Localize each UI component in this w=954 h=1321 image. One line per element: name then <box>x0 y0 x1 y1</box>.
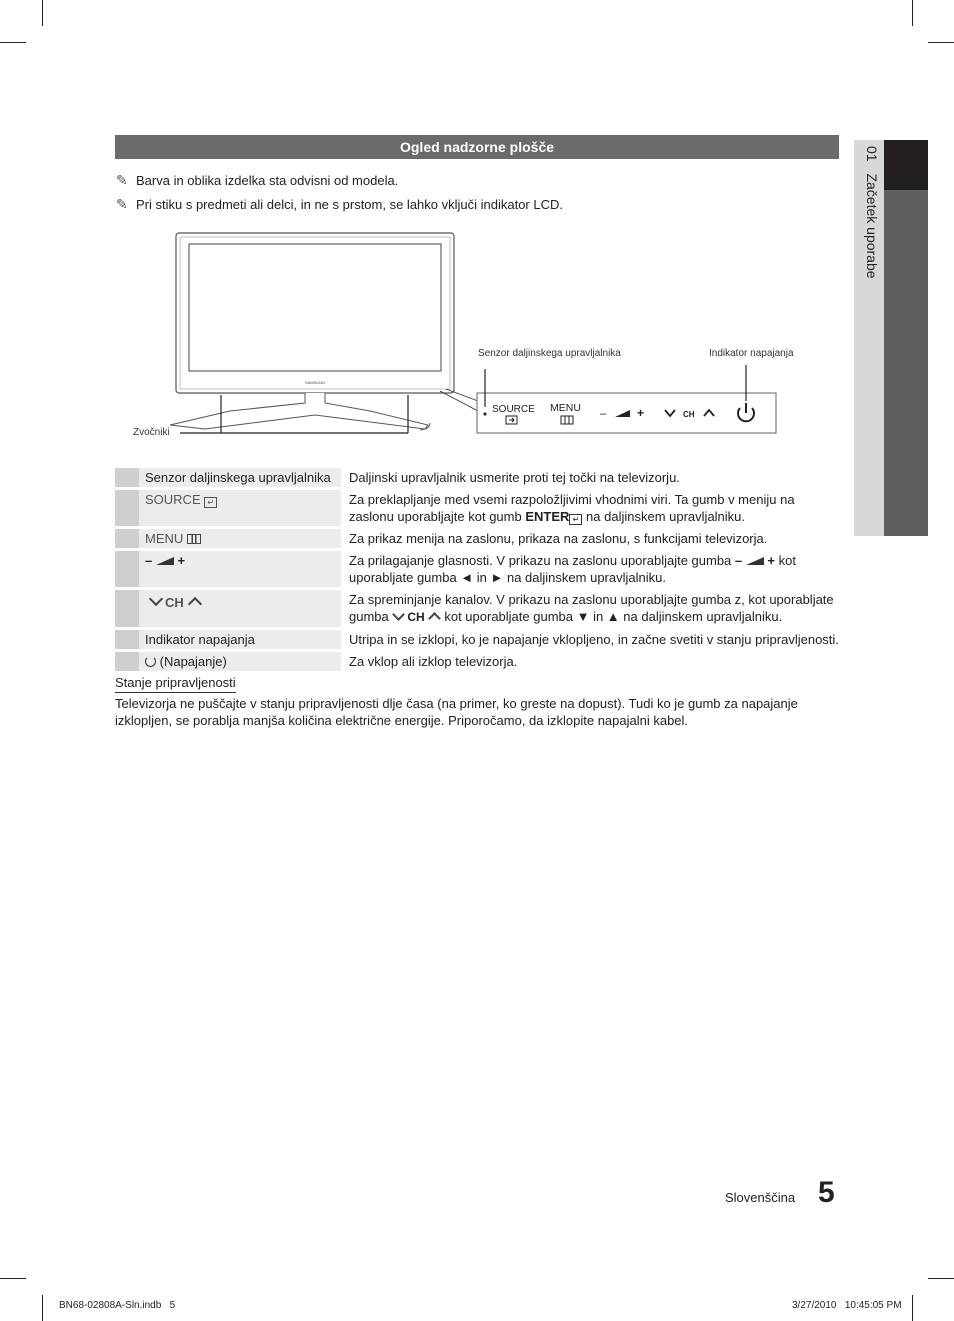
table-row <box>115 490 839 526</box>
panel-volume-plus: + <box>637 406 645 420</box>
standby-paragraph: Televizorja ne puščajte v stanju pripravljenosti dlje časa (na primer, ko greste na dopust). Tudi ko je gumb za napajanje izklopljen, se porablja manjša količina električne energije. Priporočamo, da izklopite napajalni kabel. <box>115 696 798 728</box>
note-item: ✎ Pri stiku s predmeti ali delci, in ne s prstom, se lahko vključi indikator LCD. <box>116 196 563 212</box>
crop-mark <box>928 1278 954 1279</box>
power-icon <box>145 656 156 667</box>
panel-ch-label: CH <box>683 410 695 419</box>
label-remote-sensor: Senzor daljinskega upravljalnika <box>478 348 621 359</box>
volume-plus-symbol: + <box>767 553 775 568</box>
table-row <box>115 590 839 627</box>
table-row <box>115 529 839 548</box>
crop-mark <box>0 42 26 43</box>
table-cell-name: MENU <box>139 529 341 548</box>
volume-icon <box>746 557 764 565</box>
table-cell-desc: Za spreminjanje kanalov. V prikazu na zaslonu uporabljajte gumba z, kot uporabljate gumba CH kot uporabljate gumba ▼ in ▲ na daljinskem upravljalniku. <box>349 592 834 624</box>
print-file-info: BN68-02808A-Sln.indb 5 <box>59 1300 176 1311</box>
crop-mark <box>912 1295 913 1321</box>
chevron-up-icon <box>428 612 441 625</box>
print-timestamp: 3/27/2010 10:45:05 PM <box>792 1300 902 1311</box>
menu-icon <box>187 534 201 544</box>
panel-menu-label: MENU <box>550 402 581 414</box>
crop-mark <box>42 0 43 26</box>
crop-mark <box>0 1278 26 1279</box>
footer-language: Slovenščina <box>725 1190 796 1205</box>
controls-table <box>115 468 839 674</box>
note-pencil-icon: ✎ <box>116 172 128 188</box>
table-cell-name: Senzor daljinskega upravljalnika <box>139 468 341 487</box>
label-speakers: Zvočniki <box>133 427 170 438</box>
crop-mark <box>912 0 913 26</box>
table-row <box>115 630 839 649</box>
table-row <box>115 551 839 587</box>
volume-icon <box>156 557 174 565</box>
volume-minus-symbol: – <box>734 553 743 568</box>
note-item: ✎ Barva in oblika izdelka sta odvisni od modela. <box>116 172 399 188</box>
side-tab-strip <box>884 190 928 536</box>
side-tab-marker <box>884 140 928 190</box>
note-pencil-icon: ✎ <box>116 196 128 212</box>
table-cell-desc: Za prikaz menija na zaslonu, prikaza na zaslonu, s funkcijami televizorja. <box>349 531 768 546</box>
table-cell-desc: Daljinski upravljalnik usmerite proti tej točki na televizorju. <box>349 470 680 485</box>
chevron-down-icon <box>393 608 406 621</box>
chevron-down-icon <box>149 592 163 606</box>
chapter-title: Začetek uporabe <box>864 173 880 279</box>
section-title: Ogled nadzorne plošče <box>115 135 839 159</box>
page-number: 5 <box>818 1176 835 1209</box>
tv-brand-logo: SAMSUNG <box>304 380 326 385</box>
table-row <box>115 468 839 487</box>
crop-mark <box>42 1295 43 1321</box>
table-cell-name: Indikator napajanja <box>139 630 341 649</box>
table-cell-name: SOURCE ↵ <box>139 490 341 526</box>
crop-mark <box>928 42 954 43</box>
panel-source-label: SOURCE <box>492 404 535 415</box>
table-cell-name: CH <box>139 590 341 627</box>
table-cell-desc: Za vklop ali izklop televizorja. <box>349 654 518 669</box>
enter-icon: ↵ <box>569 514 582 525</box>
table-cell-name: (Napajanje) <box>139 652 341 671</box>
standby-heading: Stanje pripravljenosti <box>115 675 236 693</box>
chapter-number: 01 <box>864 146 880 162</box>
chapter-tab <box>858 146 880 346</box>
panel-volume-minus: – <box>600 408 607 420</box>
chevron-up-icon <box>188 597 202 611</box>
tv-diagram <box>110 225 810 445</box>
table-cell-desc: Za prilagajanje glasnosti. V prikazu na zaslonu uporabljajte gumba – + kot uporabljate gumba ◄ in ► na daljinskem upravljalniku. <box>349 553 796 585</box>
table-cell-desc: Za preklapljanje med vsemi razpoložljivimi vhodnimi viri. Ta gumb v meniju na zaslonu uporabljajte kot gumb ENTER ↵ na daljinskem upravljalniku. <box>349 492 795 524</box>
table-cell-name: – + <box>139 551 341 587</box>
table-row <box>115 652 839 671</box>
source-icon: ↵ <box>204 497 217 508</box>
table-cell-desc: Utripa in se izklopi, ko je napajanje vklopljeno, in začne svetiti v stanju pripravljenosti. <box>349 632 839 647</box>
label-power-indicator: Indikator napajanja <box>709 348 794 359</box>
